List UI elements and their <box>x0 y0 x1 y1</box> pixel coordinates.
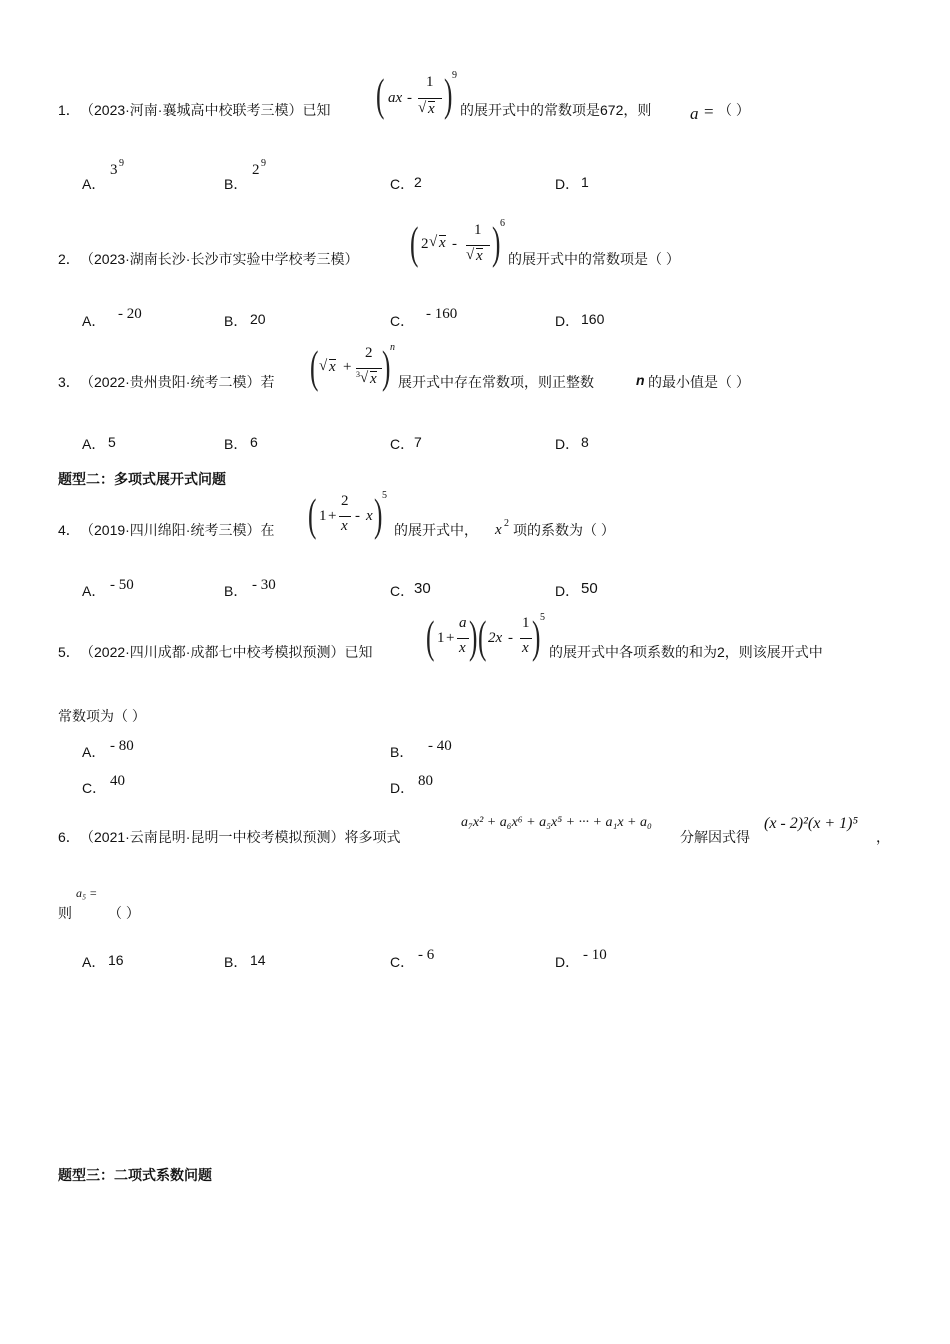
option-b-label: B． <box>390 744 414 760</box>
fraction-bar <box>466 245 490 246</box>
option-d-value: 50 <box>581 580 598 597</box>
option-d-label: D． <box>555 176 580 192</box>
formula-expression: ( √ x + 2 3 √ x ) n <box>310 341 395 392</box>
option-a-value: - 20 <box>118 306 142 322</box>
option-d-label: D． <box>555 313 580 329</box>
fraction-denominator: x <box>459 640 466 656</box>
option-b-value: - 40 <box>428 738 452 754</box>
fraction-numerator: 1 <box>522 615 530 631</box>
option-c-label: C． <box>390 583 415 599</box>
question-text-line2: 常数项为（ ） <box>58 708 146 724</box>
question-number: 2． <box>58 251 80 267</box>
minus-sign: - <box>355 508 360 524</box>
option-b-label: B． <box>224 313 248 329</box>
option-b-value: - 30 <box>252 577 276 593</box>
minus-sign: - <box>508 630 513 646</box>
fraction-numerator: 1 <box>426 74 434 90</box>
term-one: 1 <box>437 630 445 646</box>
option-a-value: 16 <box>108 952 124 968</box>
option-a-label: A． <box>82 176 106 192</box>
equals-sign: = <box>704 102 714 121</box>
option-d-label: D． <box>555 436 580 452</box>
minus-sign: - <box>452 236 457 252</box>
term-exponent: 2 <box>504 518 509 529</box>
option-a-label: A． <box>82 954 106 970</box>
option-a-value: 5 <box>108 434 116 450</box>
option-c-label: C． <box>82 780 107 796</box>
question-number: 3． <box>58 374 80 390</box>
polynomial-expression: a₇x² + a₆x⁶ + a₅x⁵ + ··· + a₁x + a₀ <box>461 815 652 830</box>
term-ax: ax <box>388 90 403 106</box>
option-b-label: B． <box>224 436 248 452</box>
formula-expression: ( 1 + a x ) ( 2x - 1 x ) 5 <box>426 611 545 662</box>
term-x: x <box>366 508 373 524</box>
option-c-value: 30 <box>414 580 431 597</box>
fraction-numerator: 2 <box>365 345 373 361</box>
question-source: （2019·四川绵阳·统考三模）在 <box>80 522 275 538</box>
exponent: 6 <box>500 218 505 229</box>
question-source: （2021·云南昆明·昆明一中校考模拟预测）将多项式 <box>80 829 401 845</box>
option-d-value: 1 <box>581 174 589 190</box>
option-c-value: 40 <box>110 773 125 789</box>
plus-sign: + <box>446 630 455 646</box>
fraction-denominator: x <box>341 518 348 534</box>
fraction-bar <box>457 638 469 639</box>
option-a-label: A． <box>82 583 106 599</box>
question-source: （2023·湖南长沙·长沙市实验中学校考三模） <box>80 251 359 267</box>
option-c-label: C． <box>390 954 415 970</box>
root-index: 3 <box>356 370 360 379</box>
sqrt-symbol: √ <box>418 100 427 116</box>
question-text: 展开式中存在常数项，则正整数 <box>398 374 594 390</box>
question-source: （2022·贵州贵阳·统考二模）若 <box>80 374 275 390</box>
coefficient-2: 2 <box>421 236 429 252</box>
question-text-line2: 则 <box>58 905 72 921</box>
plus-sign: + <box>343 359 352 375</box>
option-d-value: - 10 <box>583 947 607 963</box>
question-text: 分解因式得 <box>680 829 750 845</box>
question-text: 的展开式中的常数项是672，则 <box>460 102 652 118</box>
fraction-denominator: x <box>522 640 529 656</box>
fraction-bar <box>356 368 382 369</box>
option-b-label: B． <box>224 583 248 599</box>
option-b-exponent: 9 <box>261 158 266 169</box>
option-a-label: A． <box>82 436 106 452</box>
option-b-value: 2 <box>252 162 260 178</box>
section-heading: 题型三：二项式系数问题 <box>58 1167 212 1183</box>
option-a-value: - 50 <box>110 577 134 593</box>
question-source: （2023·河南·襄城高中校联考三模）已知 <box>80 102 331 118</box>
option-b-label: B． <box>224 176 248 192</box>
option-c-label: C． <box>390 176 415 192</box>
option-a-label: A． <box>82 744 106 760</box>
coefficient-a5: a₅ = <box>76 886 98 900</box>
fraction-denominator: x <box>370 371 377 387</box>
option-b-label: B． <box>224 954 248 970</box>
question-number: 6． <box>58 829 80 845</box>
factored-expression: (x - 2)²(x + 1)⁵ <box>764 815 858 832</box>
question-text-end: 项的系数为（ ） <box>513 522 615 538</box>
sqrt-symbol: √ <box>319 358 328 374</box>
plus-sign: + <box>328 508 337 524</box>
exponent: 9 <box>452 70 457 81</box>
question-number: 4． <box>58 522 80 538</box>
fraction-numerator: 2 <box>341 493 349 509</box>
option-d-value: 160 <box>581 311 605 327</box>
option-a-value: - 80 <box>110 738 134 754</box>
exponent: n <box>390 342 395 353</box>
option-c-label: C． <box>390 313 415 329</box>
formula-expression: ( ax - 1 √ x ) 9 <box>376 69 457 120</box>
option-c-value: 7 <box>414 434 422 450</box>
option-d-label: D． <box>555 954 580 970</box>
fraction-denominator: x <box>476 248 483 264</box>
cube-root-symbol: √ <box>360 370 369 386</box>
exponent: 5 <box>382 490 387 501</box>
fraction-bar <box>339 516 351 517</box>
fraction-bar <box>418 98 442 99</box>
option-d-label: D． <box>555 583 580 599</box>
option-c-value: 2 <box>414 174 422 190</box>
section-heading: 题型二：多项式展开式问题 <box>58 471 226 487</box>
radicand: x <box>439 235 446 251</box>
option-d-value: 8 <box>581 434 589 450</box>
question-number: 5． <box>58 644 80 660</box>
term-2x: 2x <box>488 630 503 646</box>
option-d-value: 80 <box>418 773 433 789</box>
comma: ， <box>876 829 890 845</box>
option-c-value: - 6 <box>418 947 435 963</box>
question-text: 的展开式中， <box>394 522 478 538</box>
question-number: 1． <box>58 102 80 118</box>
term-one: 1 <box>319 508 327 524</box>
answer-blank: （ ） <box>718 102 750 118</box>
formula-expression: ( 2 √ x - 1 √ x ) 6 <box>410 217 505 268</box>
answer-blank: （ ） <box>108 905 140 921</box>
option-a-value: 3 <box>110 162 118 178</box>
option-a-label: A． <box>82 313 106 329</box>
option-b-value: 6 <box>250 434 258 450</box>
question-source: （2022·四川成都·成都七中校考模拟预测）已知 <box>80 644 373 660</box>
sqrt-symbol: √ <box>429 234 438 250</box>
variable-n: n <box>636 372 645 388</box>
fraction-numerator: a <box>459 615 467 631</box>
fraction-numerator: 1 <box>474 222 482 238</box>
option-a-exponent: 9 <box>119 158 124 169</box>
option-c-label: C． <box>390 436 415 452</box>
radicand: x <box>329 359 336 375</box>
fraction-denominator: x <box>428 101 435 117</box>
option-b-value: 20 <box>250 311 266 327</box>
option-c-value: - 160 <box>426 306 458 322</box>
question-text: 的展开式中各项系数的和为2，则该展开式中 <box>549 644 823 660</box>
variable-a: a <box>690 104 699 123</box>
question-text: 的展开式中的常数项是（ ） <box>508 251 680 267</box>
minus-sign: - <box>407 90 412 106</box>
sqrt-symbol: √ <box>466 247 475 263</box>
formula-expression: ( 1 + 2 x - x ) 5 <box>308 489 387 540</box>
exponent: 5 <box>540 612 545 623</box>
question-text-end: 的最小值是（ ） <box>648 374 750 390</box>
term-x: x <box>495 522 502 538</box>
option-d-label: D． <box>390 780 415 796</box>
option-b-value: 14 <box>250 952 266 968</box>
fraction-bar <box>520 638 532 639</box>
